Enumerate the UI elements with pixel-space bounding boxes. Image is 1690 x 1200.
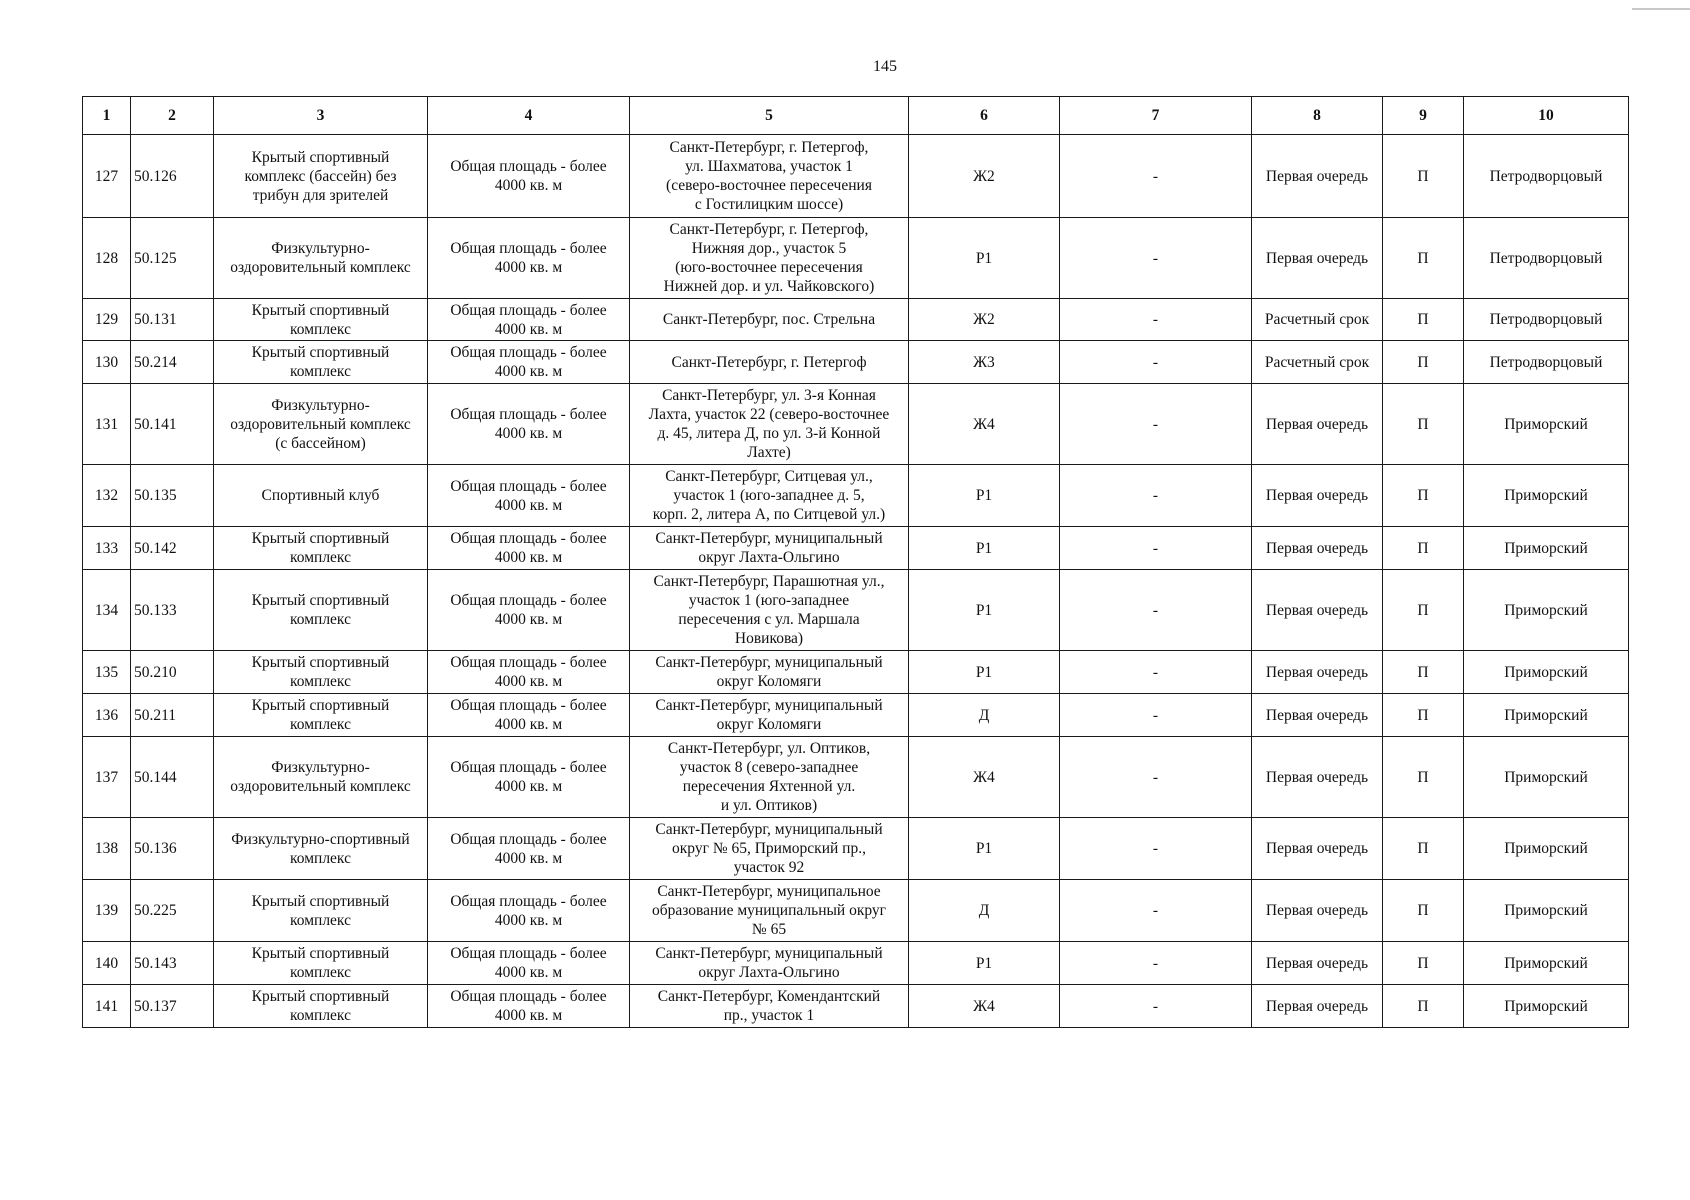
object-name-cell: Спортивный клуб (214, 465, 428, 527)
column-7-cell: - (1060, 651, 1252, 694)
column-7-cell: - (1060, 135, 1252, 218)
table-row (83, 465, 1629, 527)
table-row (83, 880, 1629, 942)
object-name-cell: Физкультурно- оздоровительный комплекс (с бассейном) (214, 384, 428, 465)
column-7-cell: - (1060, 299, 1252, 341)
zone-cell: Ж2 (909, 135, 1060, 218)
area-cell: Общая площадь - более 4000 кв. м (428, 985, 630, 1028)
area-cell: Общая площадь - более 4000 кв. м (428, 651, 630, 694)
type-cell: П (1383, 218, 1464, 299)
district-cell: Приморский (1464, 465, 1629, 527)
row-number-cell: 129 (83, 299, 131, 341)
row-number-cell: 134 (83, 570, 131, 651)
row-number-cell: 135 (83, 651, 131, 694)
facilities-table (82, 96, 1629, 1028)
area-cell: Общая площадь - более 4000 кв. м (428, 818, 630, 880)
zone-cell: Р1 (909, 527, 1060, 570)
object-name-cell: Крытый спортивный комплекс (214, 880, 428, 942)
address-cell: Санкт-Петербург, пос. Стрельна (630, 299, 909, 341)
address-cell: Санкт-Петербург, г. Петергоф, ул. Шахматова, участок 1 (северо-восточнее пересечения с Гостилицким шоссе) (630, 135, 909, 218)
table-row (83, 527, 1629, 570)
district-cell: Приморский (1464, 942, 1629, 985)
object-name-cell: Крытый спортивный комплекс (214, 527, 428, 570)
zone-cell: Ж4 (909, 384, 1060, 465)
stage-cell: Первая очередь (1252, 942, 1383, 985)
zone-cell: Ж4 (909, 737, 1060, 818)
column-7-cell: - (1060, 570, 1252, 651)
area-cell: Общая площадь - более 4000 кв. м (428, 880, 630, 942)
object-name-cell: Крытый спортивный комплекс (214, 299, 428, 341)
district-cell: Приморский (1464, 384, 1629, 465)
zone-cell: Д (909, 694, 1060, 737)
zone-cell: Р1 (909, 465, 1060, 527)
zone-cell: Д (909, 880, 1060, 942)
column-7-cell: - (1060, 880, 1252, 942)
district-cell: Приморский (1464, 880, 1629, 942)
zone-cell: Ж3 (909, 341, 1060, 384)
object-code-cell: 50.214 (131, 341, 214, 384)
zone-cell: Р1 (909, 570, 1060, 651)
column-7-cell: - (1060, 942, 1252, 985)
table-row (83, 341, 1629, 384)
type-cell: П (1383, 651, 1464, 694)
district-cell: Петродворцовый (1464, 341, 1629, 384)
stage-cell: Расчетный срок (1252, 299, 1383, 341)
column-7-cell: - (1060, 384, 1252, 465)
header-cell: 1 (83, 97, 131, 135)
area-cell: Общая площадь - более 4000 кв. м (428, 942, 630, 985)
object-name-cell: Крытый спортивный комплекс (бассейн) без трибун для зрителей (214, 135, 428, 218)
address-cell: Санкт-Петербург, муниципальный округ Коломяги (630, 694, 909, 737)
row-number-cell: 140 (83, 942, 131, 985)
address-cell: Санкт-Петербург, г. Петергоф, Нижняя дор., участок 5 (юго-восточнее пересечения Нижней дор. и ул. Чайковского) (630, 218, 909, 299)
address-cell: Санкт-Петербург, ул. Оптиков, участок 8 (северо-западнее пересечения Яхтенной ул. и ул. Оптиков) (630, 737, 909, 818)
object-name-cell: Крытый спортивный комплекс (214, 985, 428, 1028)
header-cell: 10 (1464, 97, 1629, 135)
table-body (83, 135, 1629, 1028)
row-number-cell: 128 (83, 218, 131, 299)
address-cell: Санкт-Петербург, муниципальный округ Коломяги (630, 651, 909, 694)
table-row (83, 651, 1629, 694)
table-row (83, 218, 1629, 299)
table-row (83, 135, 1629, 218)
address-cell: Санкт-Петербург, г. Петергоф (630, 341, 909, 384)
address-cell: Санкт-Петербург, муниципальное образование муниципальный округ № 65 (630, 880, 909, 942)
district-cell: Петродворцовый (1464, 135, 1629, 218)
district-cell: Приморский (1464, 737, 1629, 818)
stage-cell: Первая очередь (1252, 527, 1383, 570)
row-number-cell: 127 (83, 135, 131, 218)
district-cell: Приморский (1464, 651, 1629, 694)
object-code-cell: 50.135 (131, 465, 214, 527)
district-cell: Петродворцовый (1464, 299, 1629, 341)
object-name-cell: Крытый спортивный комплекс (214, 341, 428, 384)
table-row (83, 570, 1629, 651)
object-name-cell: Крытый спортивный комплекс (214, 570, 428, 651)
district-cell: Приморский (1464, 570, 1629, 651)
type-cell: П (1383, 737, 1464, 818)
type-cell: П (1383, 465, 1464, 527)
column-7-cell: - (1060, 527, 1252, 570)
area-cell: Общая площадь - более 4000 кв. м (428, 694, 630, 737)
address-cell: Санкт-Петербург, Комендантский пр., участок 1 (630, 985, 909, 1028)
area-cell: Общая площадь - более 4000 кв. м (428, 570, 630, 651)
address-cell: Санкт-Петербург, Ситцевая ул., участок 1 (юго-западнее д. 5, корп. 2, литера А, по Ситцевой ул.) (630, 465, 909, 527)
type-cell: П (1383, 942, 1464, 985)
district-cell: Приморский (1464, 985, 1629, 1028)
type-cell: П (1383, 985, 1464, 1028)
type-cell: П (1383, 341, 1464, 384)
column-7-cell: - (1060, 694, 1252, 737)
object-code-cell: 50.126 (131, 135, 214, 218)
type-cell: П (1383, 694, 1464, 737)
row-number-cell: 133 (83, 527, 131, 570)
table-row (83, 942, 1629, 985)
header-row (83, 97, 1629, 135)
type-cell: П (1383, 818, 1464, 880)
district-cell: Петродворцовый (1464, 218, 1629, 299)
address-cell: Санкт-Петербург, муниципальный округ Лахта-Ольгино (630, 527, 909, 570)
type-cell: П (1383, 135, 1464, 218)
stage-cell: Первая очередь (1252, 694, 1383, 737)
area-cell: Общая площадь - более 4000 кв. м (428, 465, 630, 527)
column-7-cell: - (1060, 737, 1252, 818)
object-code-cell: 50.141 (131, 384, 214, 465)
table-row (83, 985, 1629, 1028)
stage-cell: Первая очередь (1252, 818, 1383, 880)
area-cell: Общая площадь - более 4000 кв. м (428, 737, 630, 818)
district-cell: Приморский (1464, 694, 1629, 737)
area-cell: Общая площадь - более 4000 кв. м (428, 341, 630, 384)
area-cell: Общая площадь - более 4000 кв. м (428, 384, 630, 465)
header-cell: 6 (909, 97, 1060, 135)
stage-cell: Первая очередь (1252, 465, 1383, 527)
address-cell: Санкт-Петербург, Парашютная ул., участок 1 (юго-западнее пересечения с ул. Маршала Новикова) (630, 570, 909, 651)
address-cell: Санкт-Петербург, муниципальный округ Лахта-Ольгино (630, 942, 909, 985)
table-row (83, 818, 1629, 880)
row-number-cell: 141 (83, 985, 131, 1028)
address-cell: Санкт-Петербург, муниципальный округ № 65, Приморский пр., участок 92 (630, 818, 909, 880)
object-code-cell: 50.210 (131, 651, 214, 694)
object-code-cell: 50.144 (131, 737, 214, 818)
district-cell: Приморский (1464, 527, 1629, 570)
zone-cell: Р1 (909, 942, 1060, 985)
type-cell: П (1383, 384, 1464, 465)
zone-cell: Р1 (909, 818, 1060, 880)
header-cell: 8 (1252, 97, 1383, 135)
stage-cell: Первая очередь (1252, 135, 1383, 218)
header-cell: 4 (428, 97, 630, 135)
table-row (83, 737, 1629, 818)
type-cell: П (1383, 570, 1464, 651)
row-number-cell: 138 (83, 818, 131, 880)
object-code-cell: 50.133 (131, 570, 214, 651)
object-code-cell: 50.211 (131, 694, 214, 737)
stage-cell: Первая очередь (1252, 737, 1383, 818)
stage-cell: Первая очередь (1252, 880, 1383, 942)
table-row (83, 694, 1629, 737)
scan-edge-mark (1632, 8, 1690, 10)
row-number-cell: 139 (83, 880, 131, 942)
column-7-cell: - (1060, 818, 1252, 880)
row-number-cell: 137 (83, 737, 131, 818)
table-row (83, 299, 1629, 341)
object-code-cell: 50.225 (131, 880, 214, 942)
object-code-cell: 50.137 (131, 985, 214, 1028)
stage-cell: Первая очередь (1252, 651, 1383, 694)
stage-cell: Первая очередь (1252, 384, 1383, 465)
object-name-cell: Крытый спортивный комплекс (214, 651, 428, 694)
address-cell: Санкт-Петербург, ул. 3-я Конная Лахта, участок 22 (северо-восточнее д. 45, литера Д, по ул. 3-й Конной Лахте) (630, 384, 909, 465)
object-name-cell: Физкультурно- оздоровительный комплекс (214, 737, 428, 818)
district-cell: Приморский (1464, 818, 1629, 880)
stage-cell: Первая очередь (1252, 985, 1383, 1028)
header-cell: 9 (1383, 97, 1464, 135)
zone-cell: Ж2 (909, 299, 1060, 341)
type-cell: П (1383, 527, 1464, 570)
area-cell: Общая площадь - более 4000 кв. м (428, 527, 630, 570)
area-cell: Общая площадь - более 4000 кв. м (428, 299, 630, 341)
object-code-cell: 50.142 (131, 527, 214, 570)
stage-cell: Первая очередь (1252, 218, 1383, 299)
type-cell: П (1383, 880, 1464, 942)
object-code-cell: 50.143 (131, 942, 214, 985)
header-cell: 2 (131, 97, 214, 135)
type-cell: П (1383, 299, 1464, 341)
zone-cell: Ж4 (909, 985, 1060, 1028)
object-code-cell: 50.136 (131, 818, 214, 880)
object-name-cell: Физкультурно-спортивный комплекс (214, 818, 428, 880)
header-cell: 7 (1060, 97, 1252, 135)
column-7-cell: - (1060, 465, 1252, 527)
area-cell: Общая площадь - более 4000 кв. м (428, 135, 630, 218)
object-code-cell: 50.125 (131, 218, 214, 299)
row-number-cell: 130 (83, 341, 131, 384)
column-7-cell: - (1060, 218, 1252, 299)
row-number-cell: 136 (83, 694, 131, 737)
object-name-cell: Крытый спортивный комплекс (214, 942, 428, 985)
object-name-cell: Крытый спортивный комплекс (214, 694, 428, 737)
page-number: 145 (873, 58, 897, 75)
row-number-cell: 131 (83, 384, 131, 465)
zone-cell: Р1 (909, 218, 1060, 299)
stage-cell: Первая очередь (1252, 570, 1383, 651)
area-cell: Общая площадь - более 4000 кв. м (428, 218, 630, 299)
object-code-cell: 50.131 (131, 299, 214, 341)
stage-cell: Расчетный срок (1252, 341, 1383, 384)
header-cell: 5 (630, 97, 909, 135)
zone-cell: Р1 (909, 651, 1060, 694)
column-7-cell: - (1060, 341, 1252, 384)
row-number-cell: 132 (83, 465, 131, 527)
column-7-cell: - (1060, 985, 1252, 1028)
object-name-cell: Физкультурно- оздоровительный комплекс (214, 218, 428, 299)
header-cell: 3 (214, 97, 428, 135)
table-row (83, 384, 1629, 465)
